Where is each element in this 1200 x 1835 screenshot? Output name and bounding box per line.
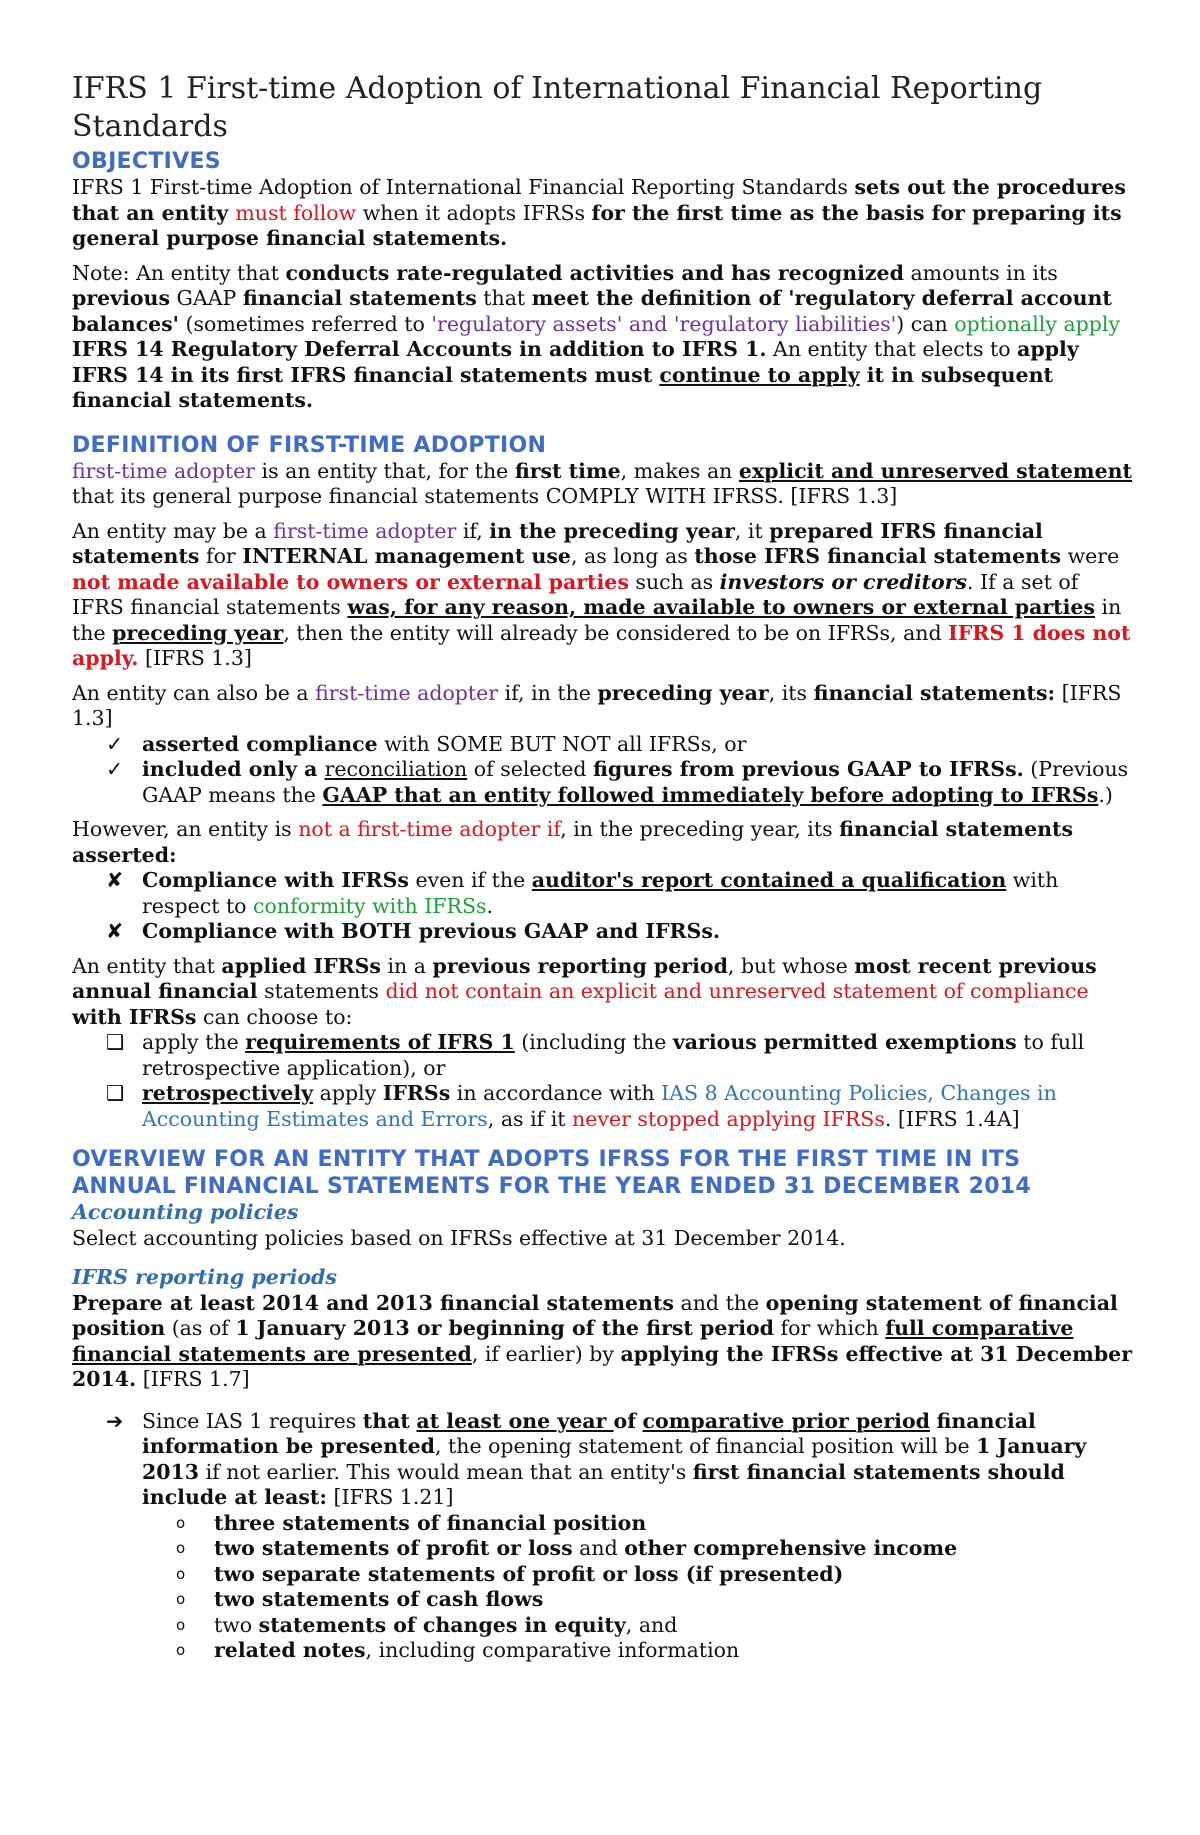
arrow-list — [72, 1409, 1132, 1664]
circle-bullet-icon: o — [176, 1564, 186, 1583]
objectives-heading: OBJECTIVES — [72, 149, 221, 174]
accounting-policies-heading: Accounting policies — [72, 1200, 299, 1224]
list-item: ❑ retrospectively apply IFRSs in accordance with IAS 8 Accounting Policies, Changes in Accounting Estimates and Errors, as if it never stopped applying IFRSs. [IFRS 1.4A] — [106, 1081, 1057, 1131]
list-item: ✓ asserted compliance with SOME BUT NOT all IFRSs, or — [106, 731, 747, 756]
definition-heading: DEFINITION OF FIRST-TIME ADOPTION — [72, 432, 547, 458]
accounting-policies-text: Select accounting policies based on IFRSs effective at 31 December 2014. — [72, 1225, 846, 1250]
list-item: ➔ Since IAS 1 requires that at least one year of comparative prior period financial information be presented, the opening statement of financial position will be 1 January 2013 if not earlier. This would mean that an entity's first financial statements should include at least: [IFRS 1.21] — [106, 1408, 1087, 1509]
list-item: ✓ included only a reconciliation of selected figures from previous GAAP to IFRSs. (Previous GAAP means the GAAP that an entity followed immediately before adopting to IFRSs.) — [106, 757, 1129, 807]
internal-use-paragraph: An entity may be a first-time adopter if, in the preceding year, it prepared IFRS financial statements for INTERNAL management use, as long as those IFRS financial statements were not made available to owners or external parties such as investors or creditors. If a set of IFRS financial statements was, for any reason, made available to owners or external parties in the preceding year, then the entity will already be considered to be on IFRSs, and IFRS 1 does not apply. [IFRS 1.3] — [72, 518, 1131, 670]
circle-bullet-icon: o — [176, 1513, 186, 1532]
not-adopter-paragraph: However, an entity is not a first-time adopter if, in the preceding year, its financial statements asserted: — [72, 817, 1074, 867]
checkmark-icon: ✓ — [106, 731, 124, 756]
list-item: ✘ Compliance with BOTH previous GAAP and IFRSs. — [106, 919, 721, 943]
cross-list — [72, 868, 1132, 945]
reporting-periods-heading: IFRS reporting periods — [72, 1265, 337, 1289]
document-content — [72, 70, 1132, 1673]
objectives-paragraph: IFRS 1 First-time Adoption of International Financial Reporting Standards sets out the procedures that an entity must follow when it adopts IFRSs for the first time as the basis for preparing its general purpose financial statements. — [72, 175, 1126, 250]
checkbox-icon: ❑ — [106, 1081, 125, 1105]
list-item: o two statements of changes in equity, and — [176, 1612, 678, 1637]
circle-bullet-icon: o — [176, 1641, 186, 1659]
circle-bullet-icon: o — [176, 1539, 186, 1557]
definition-paragraph: first-time adopter is an entity that, for the first time, makes an explicit and unreserved statement that its general purpose financial statements COMPLY WITH IFRSS. [IFRS 1.3] — [72, 458, 1132, 508]
list-item: o two statements of profit or loss and other comprehensive income — [176, 1536, 958, 1560]
cross-mark-icon: ✘ — [106, 919, 124, 943]
cross-mark-icon: ✘ — [106, 868, 124, 892]
circle-bullet-icon: o — [176, 1615, 186, 1634]
overview-heading: OVERVIEW FOR AN ENTITY THAT ADOPTS IFRSS FOR THE FIRST TIME IN ITS ANNUAL FINANCIAL STATEMENTS FOR THE YEAR ENDED 31 DECEMBER 2014 — [72, 1147, 1032, 1199]
document-title: IFRS 1 First-time Adoption of International Financial Reporting Standards — [72, 71, 1043, 144]
list-item: ❑ apply the requirements of IFRS 1 (including the various permitted exemptions to full retrospective application), or — [106, 1030, 1085, 1080]
circle-bullet-icon: o — [176, 1590, 186, 1608]
checkmark-icon: ✓ — [106, 757, 124, 781]
checkmark-list — [72, 732, 1132, 809]
reporting-periods-paragraph: Prepare at least 2014 and 2013 financial statements and the opening statement of financial position (as of 1 January 2013 or beginning of the first period for which full comparative financial statements are presented, if earlier) by applying the IFRSs effective at 31 December 2014. [IFRS 1.7] — [72, 1290, 1133, 1391]
checkbox-list — [72, 1030, 1132, 1132]
checkbox-icon: ❑ — [106, 1030, 125, 1054]
previous-period-paragraph: An entity that applied IFRSs in a previous reporting period, but whose most recent previous annual financial statements did not contain an explicit and unreserved statement of compliance with IFRSs can choose to: — [72, 953, 1097, 1029]
list-item: o related notes, including comparative information — [176, 1638, 740, 1662]
list-item: o three statements of financial position — [176, 1510, 647, 1535]
note-paragraph: Note: An entity that conducts rate-regulated activities and has recognized amounts in its previous GAAP financial statements that meet the definition of 'regulatory deferral account balances' (sometimes referred to 'regulatory assets' and 'regulatory liabilities') can optionally apply IFRS 14 Regulatory Deferral Accounts in addition to IFRS 1. An entity that elects to apply IFRS 14 in its first IFRS financial statements must continue to apply it in subsequent financial statements. — [72, 260, 1121, 412]
list-item: o two statements of cash flows — [176, 1587, 544, 1611]
list-item: o two separate statements of profit or loss (if presented) — [176, 1561, 844, 1586]
arrow-right-icon: ➔ — [106, 1408, 124, 1433]
list-item: ✘ Compliance with IFRSs even if the auditor's report contained a qualification with respect to conformity with IFRSs. — [106, 868, 1059, 918]
also-adopter-paragraph: An entity can also be a first-time adopter if, in the preceding year, its financial statements: [IFRS 1.3] — [72, 680, 1122, 730]
